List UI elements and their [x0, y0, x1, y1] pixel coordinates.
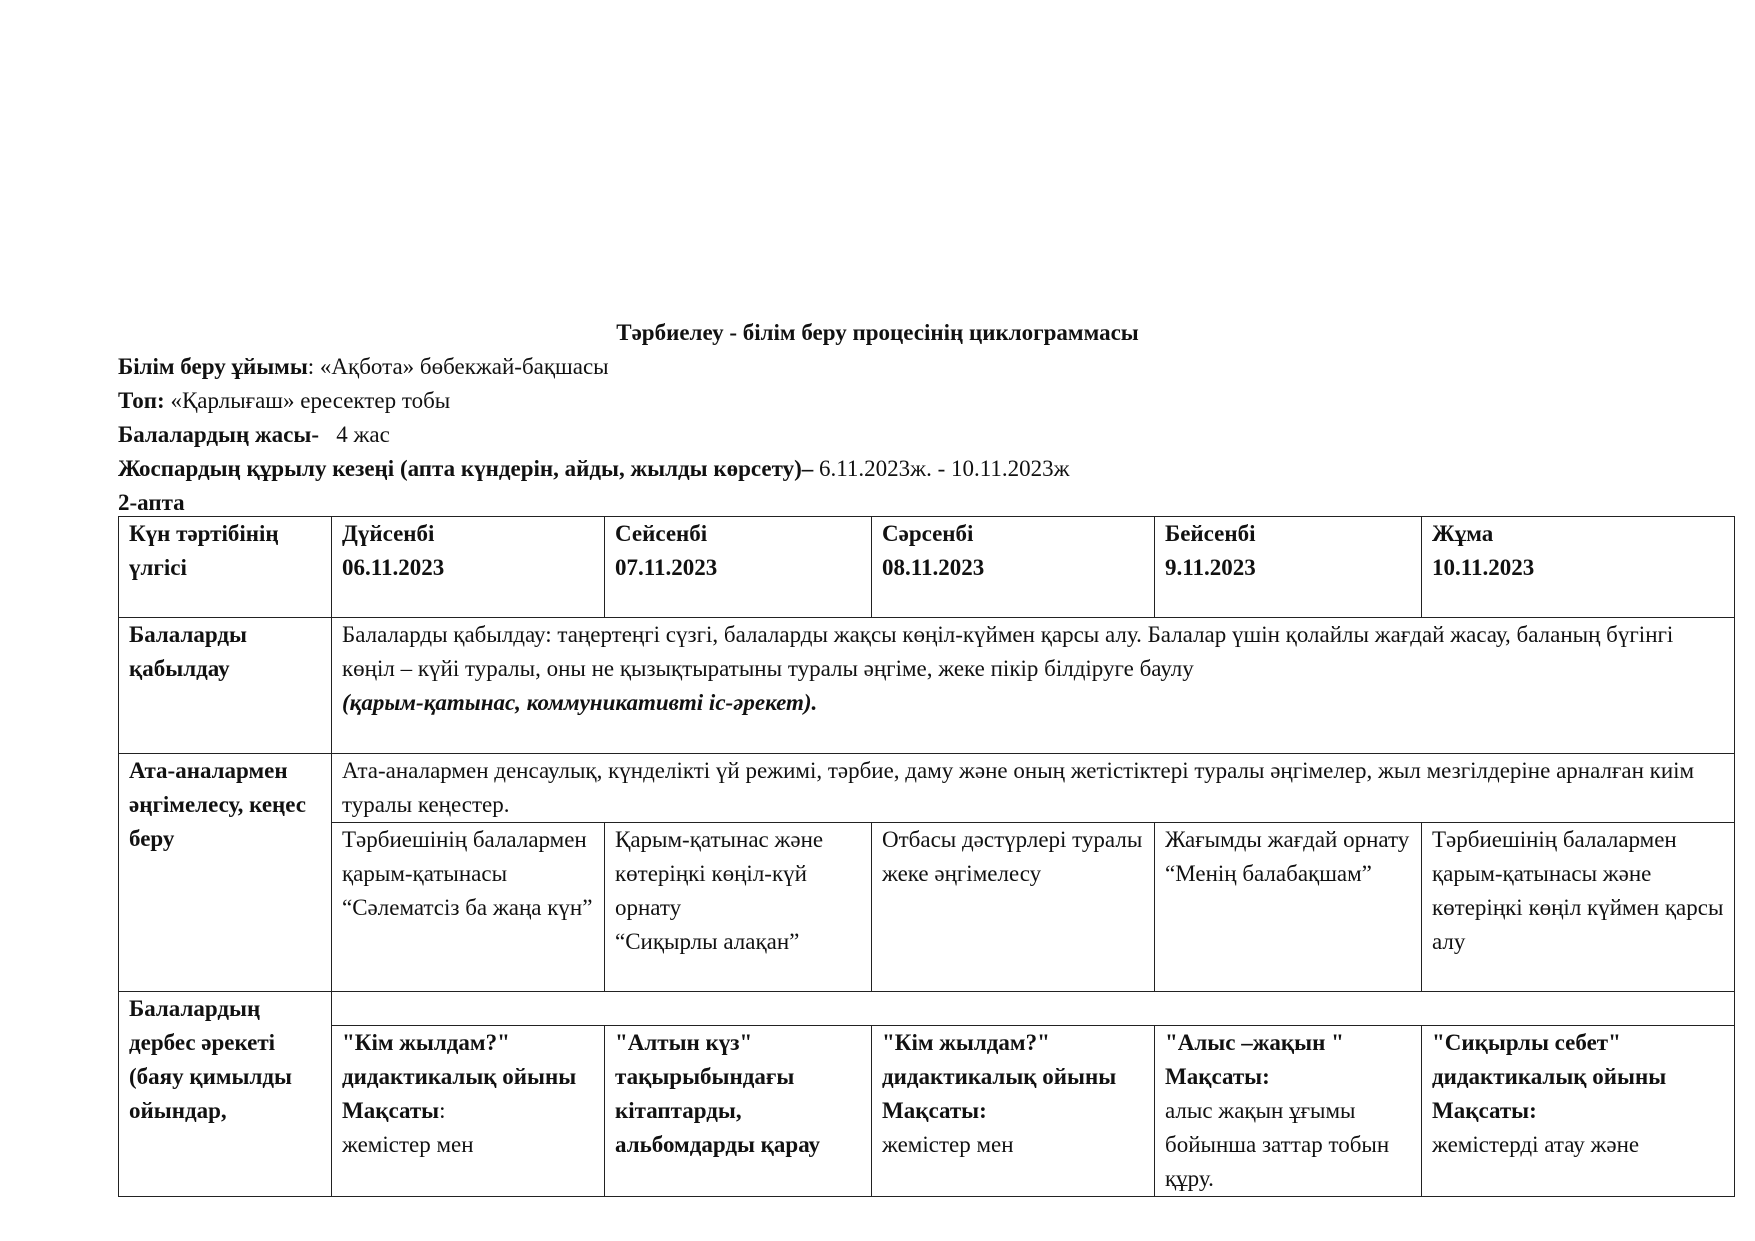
age-value: 4 жас — [319, 422, 390, 447]
day-date: 07.11.2023 — [615, 555, 718, 580]
corner-cell: Күн тәртібінің үлгісі — [119, 517, 332, 618]
parents-cell-tuesday: Қарым-қатынас және көтеріңкі көңіл-күй орнату “Сиқырлы алақан” — [605, 823, 872, 992]
document-meta — [118, 350, 1070, 520]
activity-cell-friday — [1422, 1026, 1735, 1197]
day-header-friday — [1422, 517, 1735, 618]
activity-cell-wednesday — [872, 1026, 1155, 1197]
week-line — [118, 486, 1070, 520]
activity-desc: : жемістер мен — [342, 1098, 474, 1157]
activity-daily-row — [119, 1026, 1735, 1197]
activity-text — [1432, 1026, 1724, 1196]
org-line — [118, 350, 1070, 384]
row-label-reception: Балаларды қабылдау — [119, 618, 332, 754]
day-name: Жұма — [1432, 521, 1494, 546]
org-label: Білім беру ұйымы — [118, 354, 308, 379]
age-line — [118, 418, 1070, 452]
activity-title: "Кім жылдам?" дидактикалық ойыны Мақсаты — [342, 1030, 577, 1123]
header-row — [119, 517, 1735, 618]
activity-label-text: Балалардың дербес әрекеті (баяу қимылды ойындар, — [129, 996, 292, 1123]
day-header-wednesday — [872, 517, 1155, 618]
parents-row — [119, 754, 1735, 823]
activity-title: "Кім жылдам?" дидактикалық ойыны Мақсаты: — [882, 1030, 1117, 1123]
age-label: Балалардың жасы- — [118, 422, 320, 447]
parents-daily-row — [119, 823, 1735, 992]
activity-desc: жемістерді атау және — [1432, 1132, 1640, 1157]
activity-cell-thursday — [1155, 1026, 1422, 1197]
day-date: 06.11.2023 — [342, 555, 445, 580]
group-line — [118, 384, 1070, 418]
reception-text: Балаларды қабылдау: таңертеңгі сүзгі, балаларды жақсы көңіл-күймен қарсы алу. Балалар үшін қолайлы жағдай жасау, баланың бүгінгі көңіл – күйі туралы, оны не қызықтыратыны туралы әңгіме, жеке пікір білдіруге баулу — [342, 622, 1674, 681]
activity-row — [119, 992, 1735, 1026]
day-header-monday — [332, 517, 605, 618]
day-header-tuesday — [605, 517, 872, 618]
group-value: «Қарлығаш» ересектер тобы — [164, 388, 451, 413]
reception-text-cell — [332, 618, 1735, 754]
day-name: Бейсенбі — [1165, 521, 1256, 546]
activity-text — [342, 1026, 594, 1196]
row-label-activity — [119, 992, 332, 1197]
activity-desc: жемістер мен — [882, 1132, 1014, 1157]
activity-text — [615, 1026, 861, 1196]
day-name: Дүйсенбі — [342, 521, 435, 546]
activity-title: "Алтын күз" тақырыбындағы кітаптарды, альбомдарды қарау — [615, 1030, 821, 1157]
day-name: Сәрсенбі — [882, 521, 974, 546]
day-name: Сейсенбі — [615, 521, 708, 546]
day-date: 9.11.2023 — [1165, 555, 1256, 580]
activity-desc: алыс жақын ұғымы бойынша заттар тобын құру. — [1165, 1098, 1390, 1191]
period-label: Жоспардың құрылу кезеңі (апта күндерін, айды, жылды көрсету)– — [118, 456, 814, 481]
day-header-thursday — [1155, 517, 1422, 618]
activity-text — [882, 1026, 1144, 1196]
cyclogram-table — [118, 516, 1735, 1197]
activity-cell-monday — [332, 1026, 605, 1197]
period-line — [118, 452, 1070, 486]
group-label: Топ: — [118, 388, 165, 413]
activity-empty-cell — [332, 992, 1735, 1026]
week-label: 2-апта — [118, 490, 185, 515]
activity-text — [1165, 1026, 1411, 1196]
parents-text-cell: Ата-аналармен денсаулық, күнделікті үй режимі, тәрбие, даму және оның жетістіктері туралы әңгімелер, жыл мезгілдеріне арналған киім туралы кеңестер. — [332, 754, 1735, 823]
parents-cell-thursday: Жағымды жағдай орнату “Менің балабақшам” — [1155, 823, 1422, 992]
parents-cell-wednesday: Отбасы дәстүрлері туралы жеке әңгімелесу — [872, 823, 1155, 992]
activity-title: "Сиқырлы себет" дидактикалық ойыны Мақсаты: — [1432, 1030, 1667, 1123]
day-date: 08.11.2023 — [882, 555, 985, 580]
reception-note: (қарым-қатынас, коммуникативті іс-әрекет). — [342, 690, 818, 715]
document-title: Тәрбиелеу - білім беру процесінің циклограммасы — [616, 320, 1139, 345]
activity-cell-tuesday — [605, 1026, 872, 1197]
parents-cell-friday: Тәрбиешінің балалармен қарым-қатынасы және көтеріңкі көңіл күймен қарсы алу — [1422, 823, 1735, 992]
org-value: : «Ақбота» бөбекжай-бақшасы — [307, 354, 609, 379]
day-date: 10.11.2023 — [1432, 555, 1535, 580]
reception-row — [119, 618, 1735, 754]
period-value: 6.11.2023ж. - 10.11.2023ж — [813, 456, 1070, 481]
parents-cell-monday: Тәрбиешінің балалармен қарым-қатынасы “Сәлематсіз ба жаңа күн” — [332, 823, 605, 992]
row-label-parents: Ата-аналармен әңгімелесу, кеңес беру — [119, 754, 332, 992]
activity-title: "Алыс –жақын " Мақсаты: — [1165, 1030, 1344, 1089]
